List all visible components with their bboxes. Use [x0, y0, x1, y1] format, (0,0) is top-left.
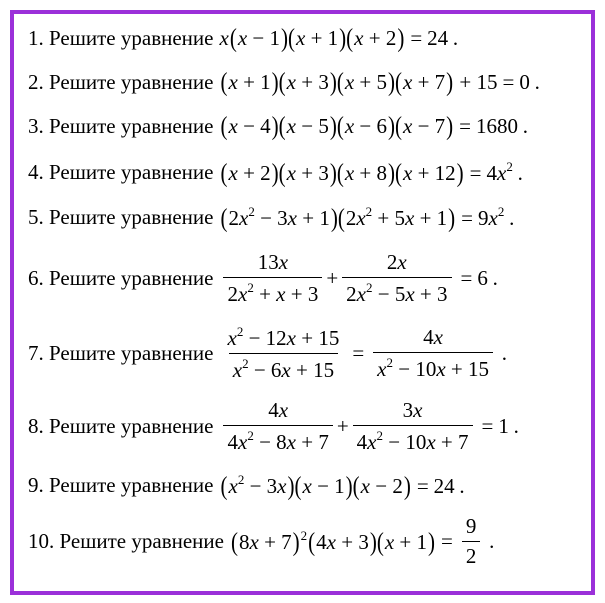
equation: $(x + 2)(x + 3)(x + 8)(x + 12) = 4x^2$ . [220, 157, 524, 188]
problem-label: 6. Решите уравнение [28, 266, 214, 290]
problem-3 [28, 110, 529, 141]
problem-5 [28, 204, 515, 231]
equation: $(8x + 7)^2(4x + 3)(x + 1)$ = $\frac{9}{2}$ . [230, 514, 495, 568]
problem-label: 7. Решите уравнение [28, 341, 214, 365]
problem-9 [28, 472, 465, 499]
equation: (x − 4)(x − 5)(x − 6)(x − 7) = 1680 . [220, 110, 529, 141]
problem-label: 3. Решите уравнение [28, 114, 214, 138]
problem-label: 4. Решите уравнение [28, 160, 214, 184]
equation: $\frac{13x}{2x^2 + x + 3}$ + $\frac{2x}{2x^2 - 5x + 3}$ = 6 . [219, 250, 498, 307]
equation: (x + 1)(x + 3)(x + 5)(x + 7) + 15 = 0 . [220, 66, 541, 97]
problem-8 [28, 398, 519, 455]
problem-10 [28, 514, 495, 569]
problem-label: 1. Решите уравнение [28, 26, 214, 50]
problem-label: 10. Решите уравнение [28, 529, 224, 553]
problem-label: 5. Решите уравнение [28, 205, 214, 229]
problem-label: 2. Решите уравнение [28, 70, 214, 94]
equation: $(x^2 - 3x)(x - 1)(x - 2) = 24$ . [220, 470, 466, 501]
problem-4 [28, 159, 523, 186]
problem-6 [28, 250, 498, 307]
problem-label: 9. Решите уравнение [28, 473, 214, 497]
equation: $(2x^2 - 3x + 1)(2x^2 + 5x + 1) = 9x^2$ . [220, 202, 515, 233]
problem-label: 8. Решите уравнение [28, 414, 214, 438]
problem-2 [28, 66, 541, 97]
equation: x(x − 1)(x + 1)(x + 2) = 24 . [219, 22, 459, 53]
problem-7 [28, 324, 508, 383]
problem-1 [28, 22, 459, 53]
equation: $\frac{4x}{4x^2 - 8x + 7}$ + $\frac{3x}{4x^2 - 10x + 7}$ = 1 . [219, 398, 519, 455]
equation: $\frac{x^2 - 12x + 15}{x^2 - 6x + 15}$ = $\frac{4x}{x^2 - 10x + 15}$ . [227, 324, 508, 382]
worksheet-frame [10, 10, 595, 595]
